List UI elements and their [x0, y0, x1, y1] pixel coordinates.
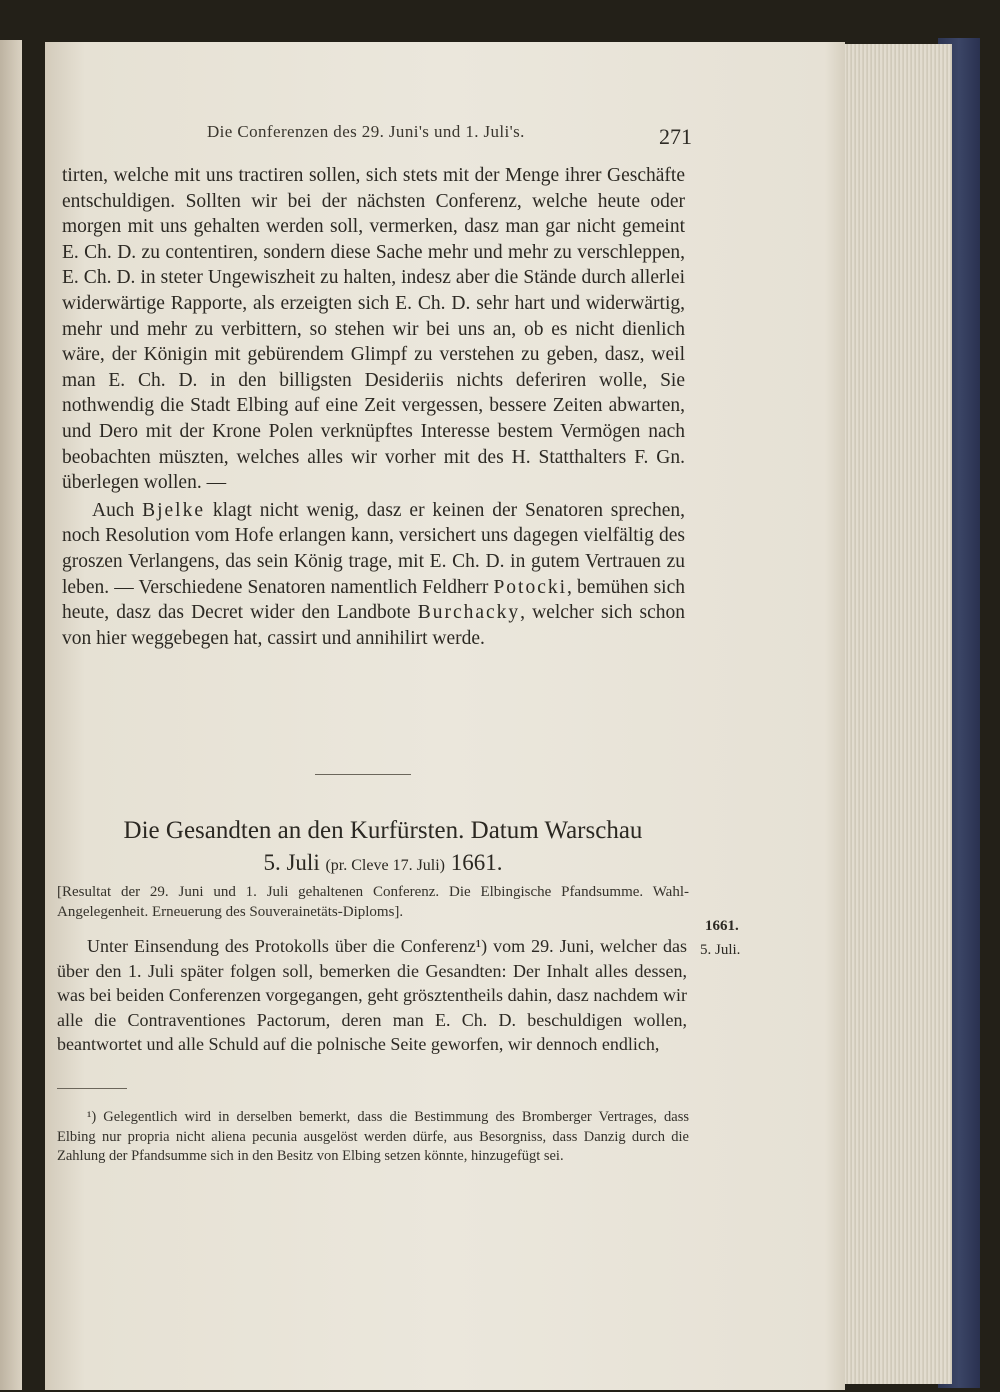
document-date: 5. Juli (pr. Cleve 17. Juli) 1661. [263, 850, 503, 875]
footnote-rule [57, 1088, 127, 1089]
paragraph-1: tirten, welche mit uns tractiren sollen, sich stets mit der Menge ihrer Geschäfte entschuldigen. Sollten wir bei der nächsten Conferenz, welche heute oder morgen mit uns gehalten werden soll, vermerken, dasz man gar nicht gemeint E. Ch. D. zu contentiren, sondern diese Sache mehr und mehr zu verschleppen, E. Ch. D. in steter Ungewiszheit zu halten, indesz aber die Stände durch allerlei widerwärtige Rapporte, als erzeigten sich E. Ch. D. sehr hart und widerwärtig, mehr und mehr zu verbittern, so stehen wir bei uns an, ob es nicht dienlich wäre, der Königin mit gebürendem Glimpf zu verstehen zu geben, dasz, weil man E. Ch. D. in den billigsten Desideriis nichts deferiren wolle, Sie nothwendig die Stadt Elbing auf eine Zeit vergessen, bessere Zeiten abwarten, und Dero mit der Krone Polen verknüpftes Interesse bestem Vermögen nach beobachten müszten, welches alles wir vorher mit des H. Statthalters F. Gn. überlegen wollen. — [62, 165, 685, 494]
book-page [45, 42, 845, 1390]
name-bjelke: Bjelke [142, 499, 205, 521]
section-divider [315, 774, 411, 775]
page-stack-edges [840, 44, 952, 1384]
document-heading: Die Gesandten an den Kurfürsten. Datum Warschau [123, 817, 643, 844]
margin-year: 1661. [705, 918, 739, 934]
running-head: Die Conferenzen des 29. Juni's und 1. Juli's. [207, 122, 525, 141]
left-page-edge [0, 40, 22, 1390]
document-summary: [Resultat der 29. Juni und 1. Juli gehaltenen Conferenz. Die Elbingische Pfandsumme. Wahl-Angelegenheit. Erneuerung des Souverainetäts-Diploms]. [57, 884, 689, 920]
page-number: 271 [659, 124, 692, 149]
paragraph-2: Auch Bjelke klagt nicht wenig, dasz er keinen der Senatoren sprechen, noch Resolution vom Hofe erlangen kann, versichert uns dagegen vielfältig des groszen Verlangens, das sein König trage, mit E. Ch. D. in gutem Vertrauen zu leben. — Verschiedene Senatoren namentlich Feldherr Potocki, bemühen sich heute, dasz das Decret wider den Landbote Burchacky, welcher sich schon von hier weggebegen hat, cassirt und annihilirt werde. [62, 499, 686, 649]
footnote: ¹) Gelegentlich wird in derselben bemerkt, dass die Bestimmung des Bromberger Vertrages, dass Elbing nur propria nicht aliena pecunia ausgelöst werden dürfe, aus Besorgniss, dass Danzig durch die Zahlung der Pfandsumme sich in den Besitz von Elbing setzen könnte, hinzugefügt sei. [57, 1109, 689, 1164]
name-potocki: Potocki [493, 576, 568, 598]
document-body: Unter Einsendung des Protokolls über die Conferenz¹) vom 29. Juni, welcher das über den 1. Juli später folgen soll, bemerken die Gesandten: Der Inhalt alles dessen, was bei beiden Conferenzen vorgegangen, geht grösztentheils dahin, dasz nachdem wir alle die Contraventiones Pactorum, deren man E. Ch. D. beschuldigen wollen, beantwortet und alle Schuld auf die polnische Seite geworfen, wir dennoch endlich, [57, 936, 687, 1054]
main-text [62, 163, 685, 651]
margin-date: 5. Juli. [700, 942, 741, 958]
name-burchacky: Burchacky [417, 602, 521, 624]
